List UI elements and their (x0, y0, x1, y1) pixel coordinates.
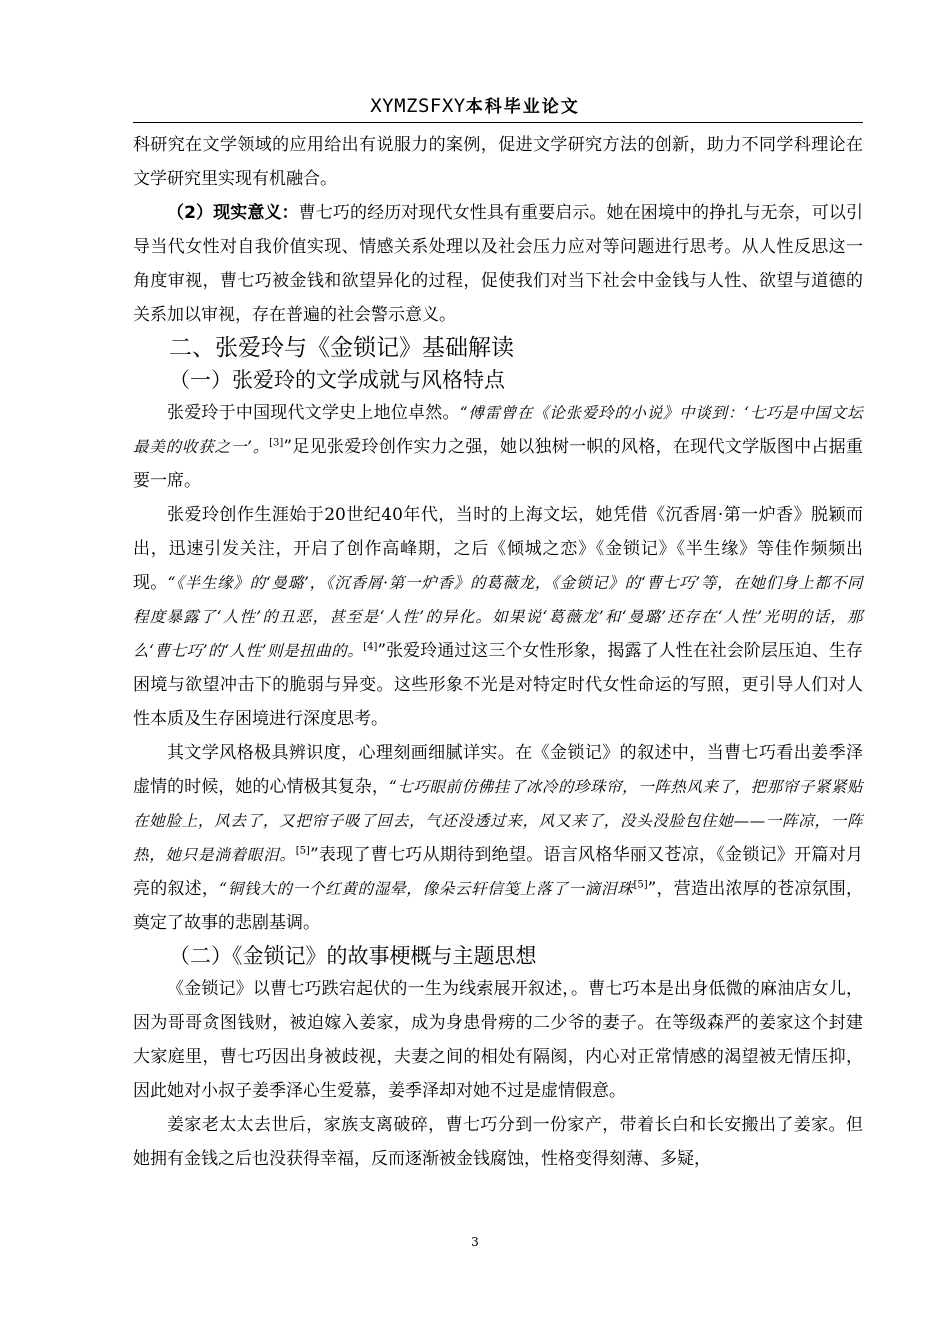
paragraph-synopsis-continued: 姜家老太太去世后，家族支离破碎，曹七巧分到一份家产，带着长白和长安搬出了姜家。但她拥有金钱之后也没获得幸福，反而逐渐被金钱腐蚀，性格变得刻薄、多疑， (133, 1115, 863, 1169)
paragraph-literary-status (133, 396, 863, 498)
text-run: 其文学风格极具辨识度，心理刻画细腻详实。在《金锁记》的叙述中，当曹七巧看出姜季泽虚情的时候，她的心情极其复杂， (133, 743, 863, 797)
text-run: ”表现了曹七巧从期待到绝望。语言风格华丽又苍凉，《金锁记》开篇对月亮的叙述， (133, 845, 863, 899)
text-run: 张爱玲于中国现代文学史上地位卓然。 (167, 403, 460, 423)
citation-quote: “七巧眼前仿佛挂了冰冷的珍珠帘，一阵热风来了，把那帘子紧紧贴在她脸上，风去了，又把帘子吸了回去，气还没透过来，风又来了，没头没脸包住她——一阵凉，一阵热，她只是淌着眼泪。 (133, 778, 863, 864)
footnote-ref: [4] (363, 641, 378, 653)
footnote-ref: [3] (269, 437, 284, 449)
header-title: 本科毕业论文 (465, 97, 580, 117)
paragraph-text: 曹七巧的经历对现代女性具有重要启示。她在困境中的挣扎与无奈，可以引导当代女性对自我价值实现、情感关系处理以及社会压力应对等问题进行思考。从人性反思这一角度审视，曹七巧被金钱和欲望异化的过程，促使我们对当下社会中金钱与人性、欲望与道德的关系加以审视，存在普遍的社会警示意义。 (133, 203, 863, 325)
section-heading: 二、张爱玲与《金锁记》基础解读 (169, 335, 514, 361)
text-run: ”足见张爱玲创作实力之强，她以独树一帜的风格，在现代文学版图中占据重要一席。 (133, 437, 863, 491)
footnote-ref: [5] (633, 879, 648, 891)
text-run: ”，营造出浓厚的苍凉氛围，奠定了故事的悲剧基调。 (133, 879, 864, 933)
paragraph-label: （2）现实意义： (167, 203, 299, 223)
text-run: 张爱玲创作生涯始于20世纪40年代，当时的上海文坛，她凭借《沉香屑·第一炉香》脱颖而出，迅速引发关注，开启了创作高峰期，之后《倾城之恋》《金锁记》《半生缘》等佳作频频出现。 (133, 505, 863, 593)
page-header (0, 94, 950, 119)
paragraph-career (133, 498, 863, 736)
paragraph-practical-significance (133, 196, 863, 332)
paragraph-style (133, 736, 863, 940)
subsection-heading-1: （一）张爱玲的文学成就与风格特点 (169, 368, 505, 392)
paragraph-synopsis: 《金锁记》以曹七巧跌宕起伏的一生为线索展开叙述，。曹七巧本是出身低微的麻油店女儿，因为哥哥贪图钱财，被迫嫁入姜家，成为身患骨痨的二少爷的妻子。在等级森严的姜家这个封建大家庭里，曹七巧因出身被歧视，夫妻之间的相处有隔阂，内心对正常情感的渴望被无情压抑，因此她对小叔子姜季泽心生爱慕，姜季泽却对她不过是虚情假意。 (133, 979, 863, 1101)
citation-quote: “《半生缘》的‘曼璐’，《沉香屑·第一炉香》的葛薇龙，《金锁记》的‘曹七巧’等，在她们身上都不同程度暴露了‘人性’的丑恶，甚至是‘人性’的异化。如果说‘葛薇龙’和‘曼璐’还存在‘人性’光明的话，那么‘曹七巧’的‘人性’则是扭曲的。 (133, 574, 864, 660)
page-number: 3 (471, 1235, 479, 1249)
header-code: XYMZSFXY (370, 95, 466, 117)
citation-quote: “傅雷曾在《论张爱玲的小说》中谈到：‘七巧是中国文坛最美的收获之一’。 (133, 404, 863, 456)
footnote-ref: [5] (295, 845, 310, 857)
subsection-heading-2: （二）《金锁记》的故事梗概与主题思想 (169, 944, 537, 968)
citation-quote: “铜钱大的一个红黄的湿晕，像朵云轩信笺上落了一滴泪珠 (219, 880, 634, 898)
paragraph-continued: 科研究在文学领域的应用给出有说服力的案例，促进文学研究方法的创新，助力不同学科理论在文学研究里实现有机融合。 (133, 135, 863, 189)
text-run: ”张爱玲通过这三个女性形象，揭露了人性在社会阶层压迫、生存困境与欲望冲击下的脆弱与异变。这些形象不光是对特定时代女性命运的写照，更引导人们对人性本质及生存困境进行深度思考。 (133, 641, 863, 729)
header-rule (133, 122, 863, 123)
document-body (133, 128, 863, 1176)
